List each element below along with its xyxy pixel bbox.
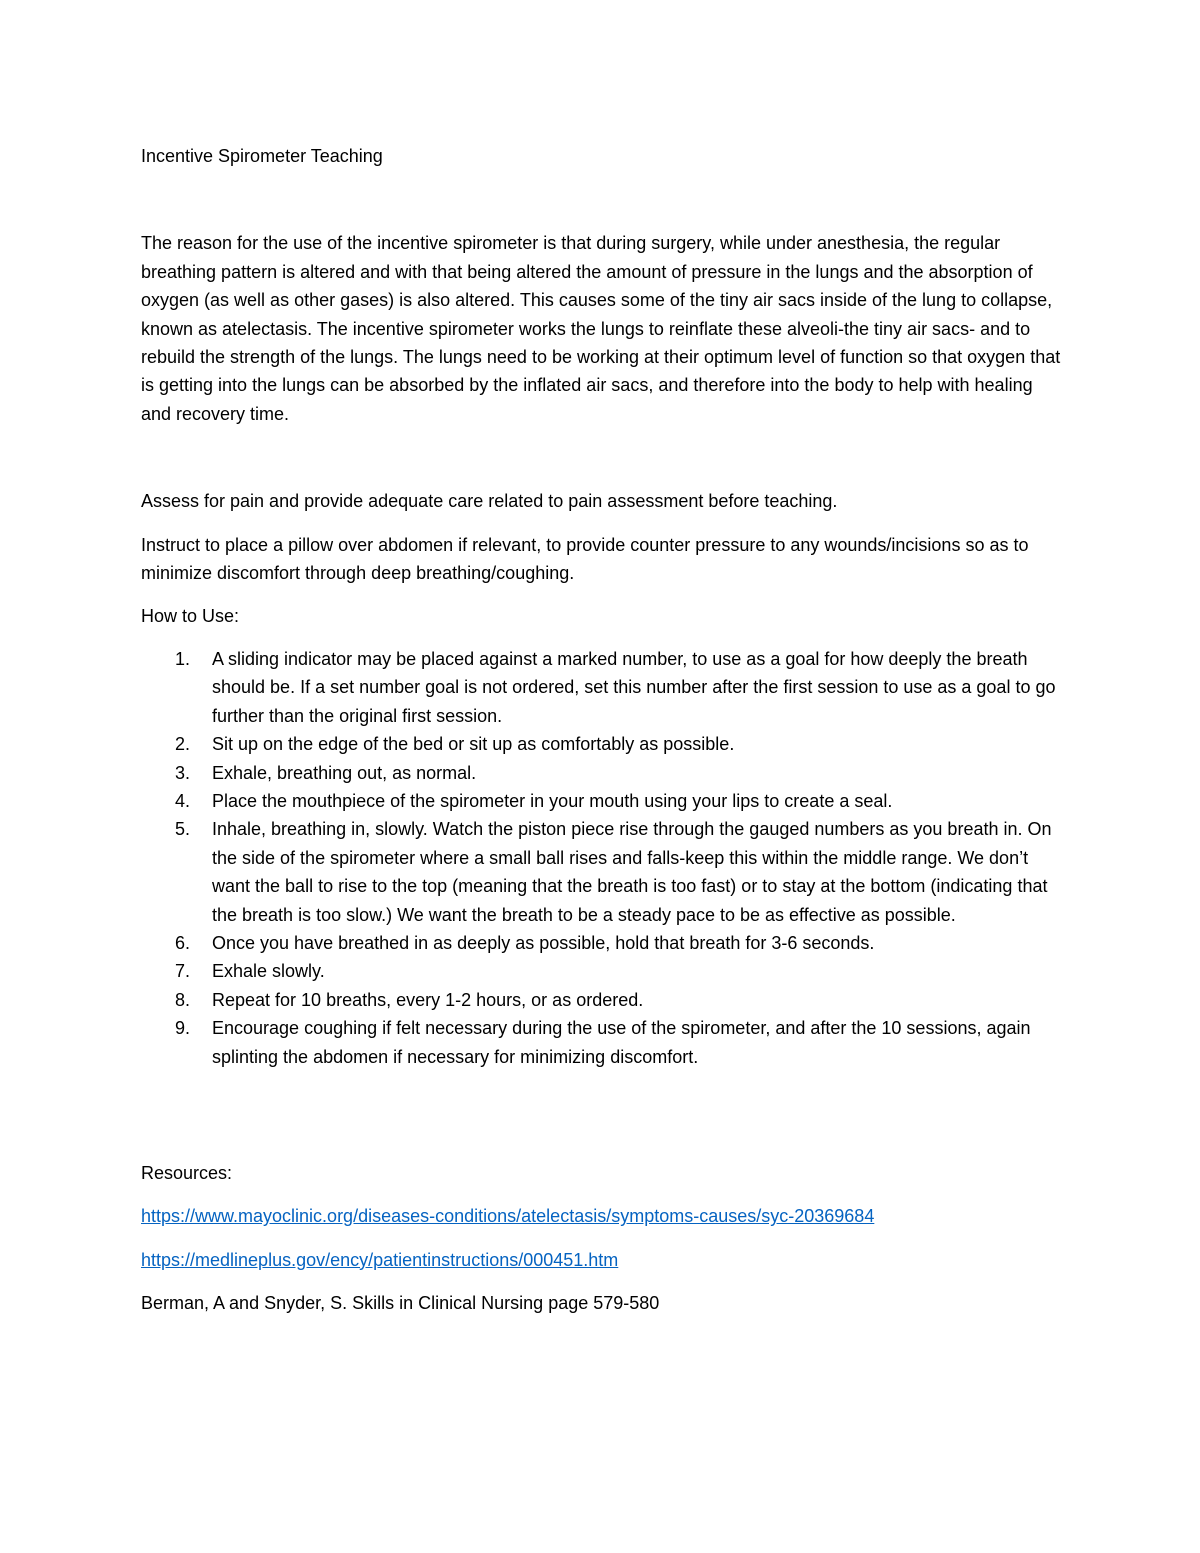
steps-list — [141, 645, 1061, 1071]
resource-link-mayoclinic[interactable]: https://www.mayoclinic.org/diseases-conditions/atelectasis/symptoms-causes/syc-20369684 — [141, 1206, 875, 1227]
list-item — [141, 929, 1061, 957]
step-text: Once you have breathed in as deeply as possible, hold that breath for 3-6 seconds. — [212, 932, 875, 953]
step-text: Sit up on the edge of the bed or sit up as comfortably as possible. — [212, 734, 735, 755]
step-number: 5. — [175, 819, 191, 840]
step-text: Encourage coughing if felt necessary during the use of the spirometer, and after the 10 sessions, again splinting the abdomen if necessary for minimizing discomfort. — [212, 1018, 1031, 1067]
resource-link-mayoclinic-row — [141, 1202, 1061, 1230]
list-item — [141, 815, 1061, 929]
step-number: 6. — [175, 932, 191, 953]
step-text: Exhale slowly. — [212, 961, 325, 982]
step-number: 9. — [175, 1018, 191, 1039]
step-text: Repeat for 10 breaths, every 1-2 hours, or as ordered. — [212, 989, 644, 1010]
list-item — [141, 957, 1061, 985]
list-item — [141, 730, 1061, 758]
instruct-paragraph: Instruct to place a pillow over abdomen if relevant, to provide counter pressure to any wounds/incisions so as to minimize discomfort through deep breathing/coughing. — [141, 534, 1029, 584]
document-title: Incentive Spirometer Teaching — [141, 146, 383, 166]
intro-paragraph: The reason for the use of the incentive spirometer is that during surgery, while under anesthesia, the regular breathing pattern is altered and with that being altered the amount of pressure in the lungs and the absorption of oxygen (as well as other gases) is also altered. This causes some of the tiny air sacs inside of the lung to collapse, known as atelectasis. The incentive spirometer works the lungs to reinflate these alveoli-the tiny air sacs- and to rebuild the strength of the lungs. The lungs need to be working at their optimum level of function so that oxygen that is getting into the lungs can be absorbed by the inflated air sacs, and therefore into the body to help with healing and recovery time. — [141, 233, 1061, 424]
step-number: 2. — [175, 734, 191, 755]
how-to-use-heading: How to Use: — [141, 606, 240, 627]
spacer — [141, 1071, 1061, 1159]
step-text: A sliding indicator may be placed against a marked number, to use as a goal for how deeply the breath should be. If a set number goal is not ordered, set this number after the first session to use as a goal to go further than the original first session. — [212, 648, 1056, 726]
step-number: 4. — [175, 790, 191, 811]
document-body — [141, 142, 1061, 1333]
list-item — [141, 645, 1061, 730]
list-item — [141, 787, 1061, 815]
resources-heading: Resources: — [141, 1162, 233, 1183]
assess-paragraph: Assess for pain and provide adequate care related to pain assessment before teaching. — [141, 491, 838, 512]
step-text: Place the mouthpiece of the spirometer in your mouth using your lips to create a seal. — [212, 790, 893, 811]
spacer — [141, 443, 1061, 487]
resource-link-medlineplus-row — [141, 1246, 1061, 1274]
resource-link-medlineplus[interactable]: https://medlineplus.gov/ency/patientinstructions/000451.htm — [141, 1249, 619, 1270]
list-item — [141, 986, 1061, 1014]
list-item — [141, 759, 1061, 787]
step-number: 1. — [175, 648, 191, 669]
step-number: 3. — [175, 762, 191, 783]
citation: Berman, A and Snyder, S. Skills in Clinical Nursing page 579-580 — [141, 1293, 660, 1314]
list-item — [141, 1014, 1061, 1071]
step-text: Inhale, breathing in, slowly. Watch the piston piece rise through the gauged numbers as you breath in. On the side of the spirometer where a small ball rises and falls-keep this within the middle range. We don’t want the ball to rise to the top (meaning that the breath is too fast) or to stay at the bottom (indicating that the breath is too slow.) We want the breath to be a steady pace to be as effective as possible. — [212, 819, 1052, 925]
step-text: Exhale, breathing out, as normal. — [212, 762, 477, 783]
step-number: 7. — [175, 961, 191, 982]
step-number: 8. — [175, 989, 191, 1010]
